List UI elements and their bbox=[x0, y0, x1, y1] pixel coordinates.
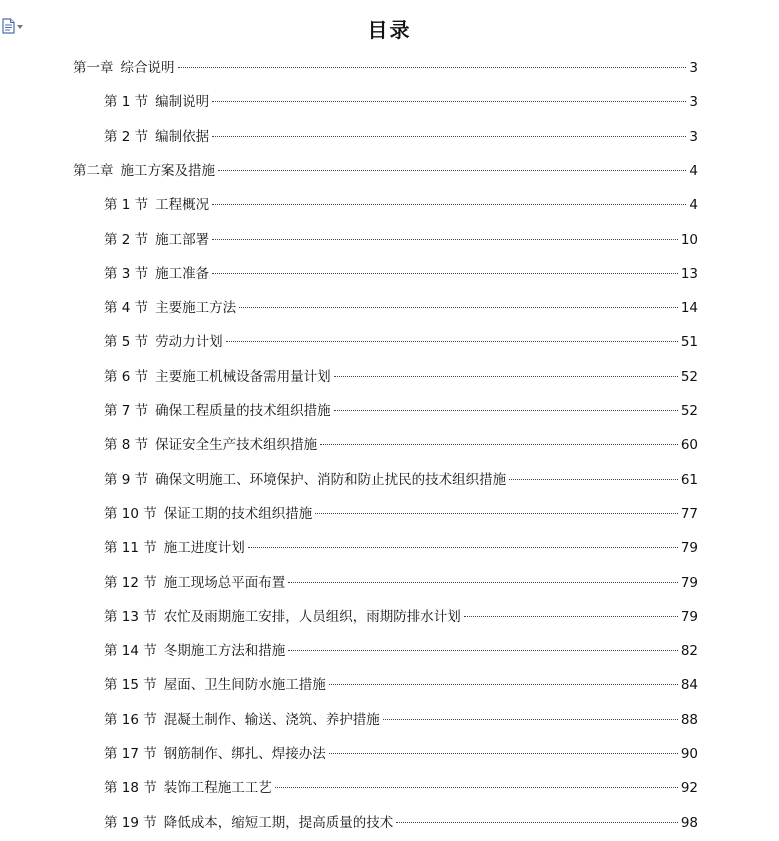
toc-entry-label: 第 10 节 bbox=[104, 506, 157, 522]
toc-entry-label: 第 16 节 bbox=[104, 712, 157, 728]
toc-entry-label: 第 18 节 bbox=[104, 780, 157, 796]
toc-entry[interactable] bbox=[104, 230, 698, 250]
toc-entry[interactable] bbox=[104, 332, 698, 352]
toc-entry-page: 84 bbox=[680, 677, 698, 693]
toc-entry-label: 第 3 节 bbox=[104, 266, 149, 282]
toc-entry-label: 第 14 节 bbox=[104, 643, 157, 659]
toc-entry-title: 确保文明施工、环境保护、消防和防止扰民的技术组织措施 bbox=[155, 472, 507, 488]
toc-entry-page: 52 bbox=[680, 403, 698, 419]
toc-entry-page: 79 bbox=[680, 609, 698, 625]
toc-entry-page: 82 bbox=[680, 643, 698, 659]
toc-entry-title: 保证工期的技术组织措施 bbox=[163, 506, 313, 522]
toc-entry-title: 钢筋制作、绑扎、焊接办法 bbox=[163, 746, 326, 762]
toc-entry[interactable] bbox=[104, 573, 698, 593]
toc-entry[interactable] bbox=[104, 504, 698, 524]
toc-entry-page: 14 bbox=[680, 300, 698, 316]
toc-entry[interactable] bbox=[104, 367, 698, 387]
toc-entry-title: 施工部署 bbox=[155, 232, 210, 248]
toc-entry-label: 第 1 节 bbox=[104, 94, 149, 110]
toc-dot-leader bbox=[315, 513, 678, 514]
toc-entry-title: 综合说明 bbox=[120, 60, 175, 76]
toc-entry-title: 保证安全生产技术组织措施 bbox=[155, 437, 318, 453]
toc-entry-page: 79 bbox=[680, 575, 698, 591]
toc-dot-leader bbox=[396, 822, 678, 823]
toc-entry-page: 98 bbox=[680, 815, 698, 831]
toc-entry-page: 51 bbox=[680, 334, 698, 350]
toc-entry-title: 混凝土制作、输送、浇筑、养护措施 bbox=[163, 712, 380, 728]
toc-entry[interactable] bbox=[104, 675, 698, 695]
toc-entry-page: 60 bbox=[680, 437, 698, 453]
toc-dot-leader bbox=[248, 547, 678, 548]
toc-entry-title: 农忙及雨期施工安排，人员组织，雨期防排水计划 bbox=[163, 609, 461, 625]
toc-entry[interactable] bbox=[104, 401, 698, 421]
toc-entry-title: 编制依据 bbox=[155, 129, 210, 145]
toc-entry-label: 第 15 节 bbox=[104, 677, 157, 693]
toc-entry[interactable] bbox=[104, 435, 698, 455]
toc-entry[interactable] bbox=[104, 778, 698, 798]
toc-dot-leader bbox=[383, 719, 678, 720]
toc-entry-page: 4 bbox=[689, 163, 698, 179]
toc-dot-leader bbox=[212, 136, 686, 137]
toc-dot-leader bbox=[334, 376, 678, 377]
toc-dot-leader bbox=[212, 101, 686, 102]
toc-entry-title: 编制说明 bbox=[155, 94, 210, 110]
toc-entry-label: 第二章 bbox=[73, 163, 114, 179]
toc-entry-title: 劳动力计划 bbox=[155, 334, 223, 350]
toc-entry-title: 屋面、卫生间防水施工措施 bbox=[163, 677, 326, 693]
toc-entry-label: 第 4 节 bbox=[104, 300, 149, 316]
toc-entry[interactable] bbox=[104, 264, 698, 284]
toc-dot-leader bbox=[212, 273, 678, 274]
toc-dot-leader bbox=[329, 684, 678, 685]
toc-dot-leader bbox=[218, 170, 686, 171]
toc-entry[interactable] bbox=[104, 195, 698, 215]
toc-entry-label: 第 9 节 bbox=[104, 472, 149, 488]
toc-entry-title: 施工现场总平面布置 bbox=[163, 575, 286, 591]
toc-entry-title: 装饰工程施工工艺 bbox=[163, 780, 272, 796]
toc-entry-page: 3 bbox=[689, 60, 698, 76]
toc-entry-title: 主要施工机械设备需用量计划 bbox=[155, 369, 331, 385]
toc-entry[interactable] bbox=[104, 744, 698, 764]
toc-entry-title: 主要施工方法 bbox=[155, 300, 237, 316]
toc-entry-title: 工程概况 bbox=[155, 197, 210, 213]
toc-entry-page: 88 bbox=[680, 712, 698, 728]
toc-dot-leader bbox=[509, 479, 678, 480]
toc-entry[interactable] bbox=[104, 607, 698, 627]
toc-entry[interactable] bbox=[104, 813, 698, 833]
toc-dot-leader bbox=[464, 616, 678, 617]
toc-entry-label: 第一章 bbox=[73, 60, 114, 76]
toc-entry-title: 施工准备 bbox=[155, 266, 210, 282]
toc-entry-label: 第 2 节 bbox=[104, 232, 149, 248]
toc-entry-title: 施工进度计划 bbox=[163, 540, 245, 556]
toc-entry-title: 确保工程质量的技术组织措施 bbox=[155, 403, 331, 419]
toc-dot-leader bbox=[239, 307, 678, 308]
toc-entry-label: 第 17 节 bbox=[104, 746, 157, 762]
toc-dot-leader bbox=[320, 444, 678, 445]
toc-entry[interactable] bbox=[104, 92, 698, 112]
toc-entry-page: 90 bbox=[680, 746, 698, 762]
toc-entry[interactable] bbox=[73, 161, 698, 181]
toc-dot-leader bbox=[226, 341, 678, 342]
toc-dot-leader bbox=[212, 204, 686, 205]
toc-entry-page: 92 bbox=[680, 780, 698, 796]
toc-entry-page: 79 bbox=[680, 540, 698, 556]
toc-dot-leader bbox=[212, 239, 678, 240]
toc-entry-page: 3 bbox=[689, 129, 698, 145]
toc-entry-label: 第 2 节 bbox=[104, 129, 149, 145]
toc-entry[interactable] bbox=[104, 538, 698, 558]
toc-entry[interactable] bbox=[73, 58, 698, 78]
toc-dot-leader bbox=[334, 410, 678, 411]
toc-entry-label: 第 12 节 bbox=[104, 575, 157, 591]
toc-entry-page: 10 bbox=[680, 232, 698, 248]
toc-entry-label: 第 13 节 bbox=[104, 609, 157, 625]
toc-entry-label: 第 19 节 bbox=[104, 815, 157, 831]
toc-entry[interactable] bbox=[104, 710, 698, 730]
toc-entry-label: 第 6 节 bbox=[104, 369, 149, 385]
toc-entry[interactable] bbox=[104, 298, 698, 318]
toc-entry-page: 13 bbox=[680, 266, 698, 282]
toc-dot-leader bbox=[178, 67, 687, 68]
toc-entry-label: 第 11 节 bbox=[104, 540, 157, 556]
toc-entry-label: 第 5 节 bbox=[104, 334, 149, 350]
toc-dot-leader bbox=[329, 753, 678, 754]
toc-entry-title: 冬期施工方法和措施 bbox=[163, 643, 286, 659]
toc-dot-leader bbox=[288, 650, 678, 651]
toc-dot-leader bbox=[275, 787, 678, 788]
toc-entry-label: 第 7 节 bbox=[104, 403, 149, 419]
toc-entry-page: 4 bbox=[689, 197, 698, 213]
toc-entry-label: 第 1 节 bbox=[104, 197, 149, 213]
toc-entry-page: 52 bbox=[680, 369, 698, 385]
toc-dot-leader bbox=[288, 582, 678, 583]
toc-entry-page: 61 bbox=[680, 472, 698, 488]
toc-entry[interactable] bbox=[104, 127, 698, 147]
toc-entry-page: 3 bbox=[689, 94, 698, 110]
toc-entry-page: 77 bbox=[680, 506, 698, 522]
toc-entry-title: 施工方案及措施 bbox=[120, 163, 215, 179]
toc-entry-title: 降低成本，缩短工期，提高质量的技术 bbox=[163, 815, 394, 831]
toc-entry[interactable] bbox=[104, 470, 698, 490]
toc-entry[interactable] bbox=[104, 641, 698, 661]
page-title: 目录 bbox=[367, 18, 412, 42]
toc-entry-label: 第 8 节 bbox=[104, 437, 149, 453]
